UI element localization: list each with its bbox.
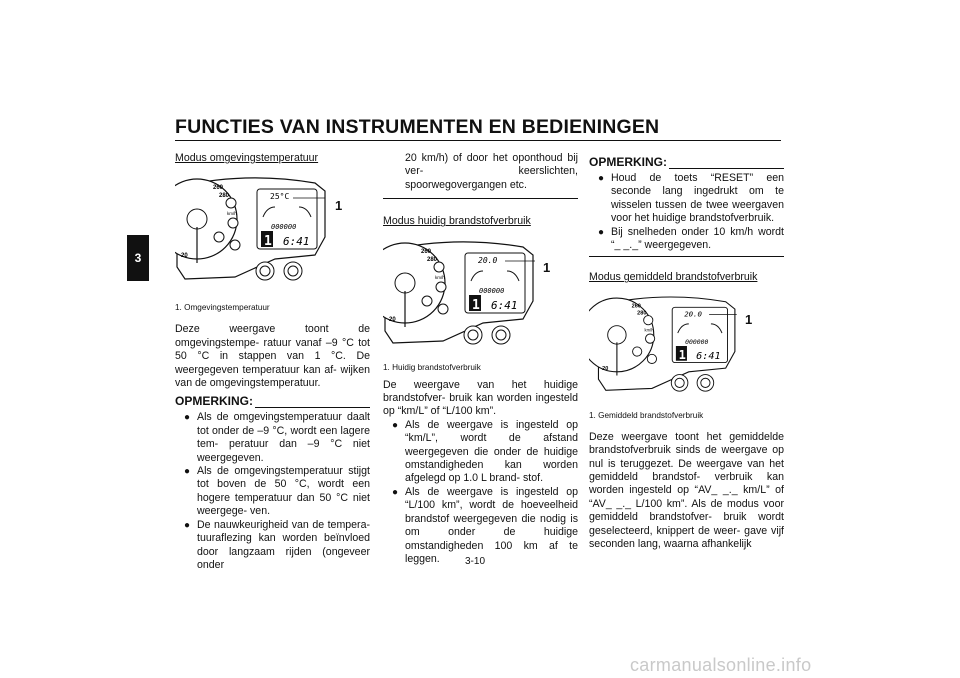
lcd-odometer: 000000: [271, 223, 297, 232]
figure-caption: 1. Omgevingstemperatuur: [175, 303, 270, 313]
bullet-item: ● Als de omgevingstemperatuur daalt tot onder de –9 °C, wordt een lagere tem- peratuur dan –9 °C niet weergegeven.: [184, 411, 370, 464]
instrument-cluster-illustration: [383, 231, 578, 359]
column-1: [175, 152, 370, 572]
paragraph: De weergave van het huidige brandstofver- bruik kan worden ingesteld op “km/L” of “L/100 km”.: [383, 378, 578, 418]
section-heading-ambient-temp: Modus omgevingstemperatuur: [175, 152, 319, 164]
chapter-tab: 3: [127, 235, 149, 281]
bullet-icon: ●: [392, 419, 399, 431]
instrument-figure-1: [175, 167, 370, 295]
lcd-fuel-consumption: 20.0: [478, 255, 498, 265]
bullet-icon: ●: [392, 486, 399, 498]
section-rule: [589, 256, 784, 257]
note-heading: [589, 156, 784, 172]
instrument-cluster-illustration: [589, 287, 784, 405]
speed-label-280: 280: [637, 310, 647, 317]
bullet-item: ● Als de omgevingstemperatuur stijgt tot boven de 50 °C, wordt een hogere temperatuur dan 50 °C niet weergege- ven.: [184, 465, 370, 518]
figure-caption: 1. Huidig brandstofverbruik: [383, 362, 481, 372]
bullet-icon: ●: [598, 226, 605, 238]
lcd-clock: 6:41: [696, 350, 721, 362]
instrument-figure-2: [383, 231, 578, 359]
paragraph: Deze weergave toont het gemiddelde brandstofverbruik sinds de weergave op nul is teruggezet. De weergave van het gemiddeld brandstof- verbruik kan worden ingesteld op “AV_ _._ km/L” of “AV_ _._ L/100 km”. Als de modus voor gemiddeld brandstofver- bruik wordt geselecteerd, knippert de weer- gave vijf seconden lang, waarna afhankelijk: [589, 430, 784, 551]
continued-text: 20 km/h) of door het oponthoud bij ver- keerslichten, spoorwegovergangen etc.: [405, 152, 578, 191]
note-label: OPMERKING:: [175, 394, 253, 409]
watermark: carmanualsonline.info: [630, 655, 812, 675]
lcd-temperature: 25°C: [270, 192, 290, 202]
instrument-cluster-illustration: [175, 167, 370, 295]
unit-label: km/h: [644, 327, 654, 333]
section-heading-current-fuel: Modus huidig brandstofverbruik: [383, 215, 531, 228]
callout-number: 1: [543, 259, 551, 275]
lcd-odometer: 000000: [479, 286, 505, 295]
bullet-icon: ●: [184, 519, 191, 531]
column-2: [383, 152, 578, 566]
bullet-item: ● Als de weergave is ingesteld op “L/100 km”, wordt de hoeveelheid brandstof weergegeven die nodig is om onder de huidige omstandigheden 100 km af te leggen.: [392, 485, 578, 565]
bullet-icon: ●: [598, 173, 605, 184]
speed-label-280: 280: [219, 193, 230, 200]
lcd-gear: 1: [264, 234, 272, 250]
column-3: [589, 152, 784, 552]
bullet-item: ● Bij snelheden onder 10 km/h wordt “_ _._” weergegeven.: [598, 225, 784, 252]
note-label: OPMERKING:: [589, 155, 667, 169]
speed-label-20: 20: [602, 365, 609, 372]
lcd-gear: 1: [678, 347, 686, 362]
unit-label: km/h: [227, 211, 237, 217]
lcd-odometer: 000000: [685, 338, 709, 346]
bullet-icon: ●: [184, 412, 191, 424]
speed-label-280: 280: [427, 256, 438, 263]
bullet-icon: ●: [184, 466, 191, 478]
speed-label-260: 260: [631, 303, 641, 310]
bullet-item: ● De nauwkeurigheid van de tempera- tuuraflezing kan worden beïnvloed door langzaam rijden (ongeveer onder: [184, 518, 370, 571]
lcd-gear: 1: [472, 297, 480, 313]
note-heading: [175, 395, 370, 411]
unit-label: km/h: [435, 274, 445, 280]
lcd-clock: 6:41: [491, 298, 518, 312]
callout-number: 1: [745, 311, 753, 327]
callout-number: 1: [335, 198, 343, 214]
bullet-item: ● Houd de toets “RESET” een seconde lang ingedrukt om te wisselen tussen de twee weergaven voor het huidige brandstofverbruik.: [598, 172, 784, 225]
paragraph: Deze weergave toont de omgevingstempe- ratuur vanaf –9 °C tot 50 °C in stappen van 1 °C. De weergegeven temperatuur kan af- wijken van de omgevingstemperatuur.: [175, 323, 370, 390]
speed-label-20: 20: [181, 253, 188, 260]
title-rule: [175, 140, 781, 141]
section-rule: [383, 198, 578, 199]
instrument-figure-3: [589, 287, 784, 405]
speed-label-260: 260: [421, 248, 432, 255]
lcd-fuel-consumption: 20.0: [684, 309, 702, 319]
page-title: FUNCTIES VAN INSTRUMENTEN EN BEDIENINGEN: [175, 116, 660, 138]
speed-label-260: 260: [213, 185, 224, 192]
figure-caption: 1. Gemiddeld brandstofverbruik: [589, 410, 704, 420]
page-number: 3-10: [465, 556, 486, 567]
bullet-item: ● Als de weergave is ingesteld op “km/L”, wordt de afstand weergegeven die onder de huidige omstandigheden kan worden afgelegd op 1.0 L brand- stof.: [392, 418, 578, 485]
speed-label-20: 20: [389, 316, 396, 323]
section-heading-average-fuel: Modus gemiddeld brandstofverbruik: [589, 271, 758, 284]
lcd-clock: 6:41: [283, 235, 310, 249]
